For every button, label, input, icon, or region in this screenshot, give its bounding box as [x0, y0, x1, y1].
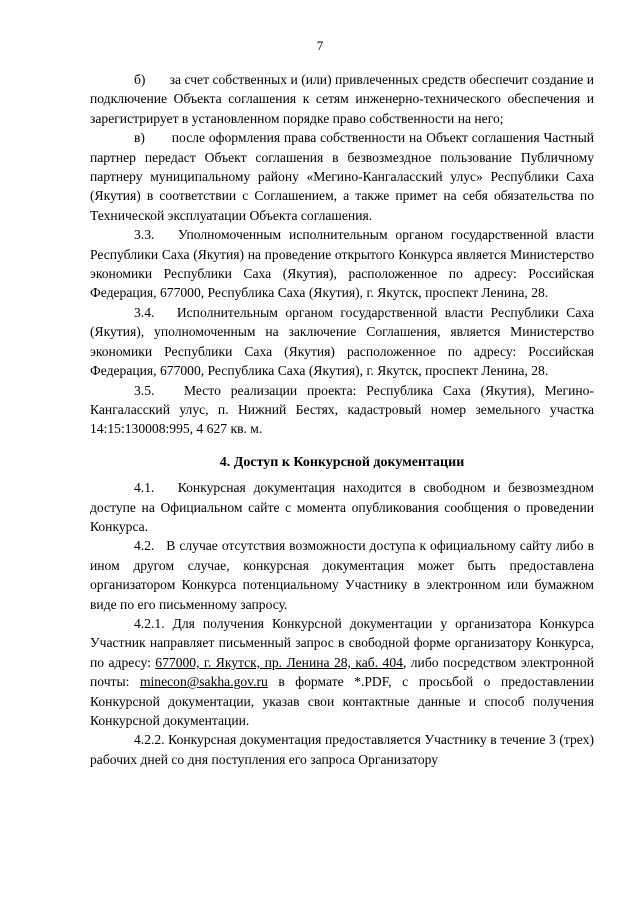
paragraph-b: б) за счет собственных и (или) привлеченных средств обеспечит создание и подключение Объекта соглашения к сетям инженерно-технического обеспечения и зарегистрирует в установленном порядке право собственности на него;	[90, 72, 594, 126]
email-link[interactable]: minecon@sakha.gov.ru	[139, 674, 268, 690]
document-body	[90, 70, 594, 769]
paragraph-4-1: 4.1. Конкурсная документация находится в свободном и безвозмездном доступе на Официальном сайте с момента опубликования сообщения о проведении Конкурса.	[90, 480, 594, 534]
paragraph-4-2: 4.2. В случае отсутствия возможности доступа к официальному сайту либо в ином другом случае, конкурсная документация может быть предоставлена организатором Конкурса потенциальному Участнику в электронном или бумажном виде по его письменному запросу.	[90, 538, 594, 612]
paragraph-4-2-1-after: в формате *.PDF, с просьбой о предоставлении Конкурсной документации, указав свои контактные данные и способ получения Конкурсной документации.	[90, 674, 594, 728]
paragraph-4-2-1-before: 4.2.1. Для получения Конкурсной документации у организатора Конкурса Участник направляет письменный запрос в свободной форме организатору Конкурса, по адресу:	[90, 615, 594, 670]
paragraph-3-4: 3.4. Исполнительным органом государственной власти Республики Саха (Якутия), уполномоченным на заключение Соглашения, является Министерство экономики Республики Саха (Якутия) расположенное по адресу: Российская Федерация, 677000, Республика Саха (Якутия), г. Якутск, проспект Ленина, 28.	[90, 304, 594, 379]
paragraph-4-2-1-middle: , либо посредством электронной почты:	[90, 654, 594, 690]
paragraph-4-2-1	[90, 614, 594, 730]
paragraph-4-2-2: 4.2.2. Конкурсная документация предоставляется Участнику в течение 3 (трех) рабочих дней со дня поступления его запроса Организатору	[90, 732, 594, 767]
page-number: 7	[316, 38, 324, 53]
paragraph-3-3: 3.3. Уполномоченным исполнительным органом государственной власти Республики Саха (Якутия) на проведение открытого Конкурса является Министерство экономики Республики Саха (Якутия), расположенное по адресу: Российская Федерация, 677000, Республика Саха (Якутия), г. Якутск, проспект Ленина, 28.	[90, 227, 594, 301]
section-heading: 4. Доступ к Конкурсной документации	[219, 454, 465, 470]
address-link[interactable]: 677000, г. Якутск, пр. Ленина 28, каб. 404	[155, 654, 403, 670]
paragraph-v: в) после оформления права собственности на Объект соглашения Частный партнер передаст Объект соглашения в безвозмездное пользование Публичному партнеру муниципальному району «Мегино-Кангаласский улус» Республики Саха (Якутия) в соответствии с Соглашением, а также примет на себя обязательства по Технической эксплуатации Объекта соглашения.	[90, 130, 594, 223]
paragraph-3-5: 3.5. Место реализации проекта: Республика Саха (Якутия), Мегино-Кангаласский улус, п. Нижний Бестях, кадастровый номер земельного участка 14:15:130008:995, 4 627 кв. м.	[90, 382, 594, 437]
